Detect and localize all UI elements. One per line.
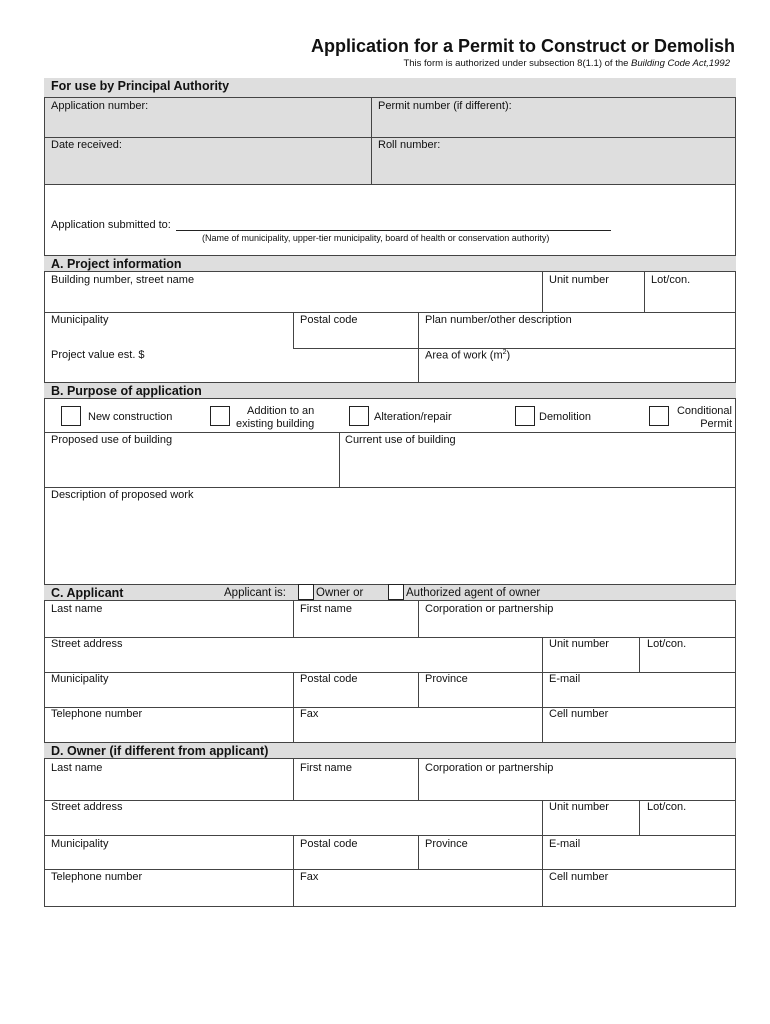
d-corporation-field[interactable]: Corporation or partnership	[425, 762, 554, 774]
d-telephone-field[interactable]: Telephone number	[51, 871, 143, 883]
c-province-field[interactable]: Province	[425, 673, 468, 685]
divider	[542, 800, 543, 907]
d-email-field[interactable]: E-mail	[549, 838, 581, 850]
c-unit-number-field[interactable]: Unit number	[549, 638, 609, 650]
d-postal-code-field[interactable]: Postal code	[300, 838, 358, 850]
agent-label: Authorized agent of owner	[406, 587, 541, 599]
new-construction-checkbox[interactable]	[61, 406, 81, 426]
building-number-field[interactable]: Building number, street name	[51, 274, 195, 286]
divider	[44, 487, 736, 488]
proposed-use-field[interactable]: Proposed use of building	[51, 434, 173, 446]
submitted-to-field[interactable]	[176, 230, 611, 231]
area-label: Area of work (m	[425, 349, 503, 362]
owner-checkbox[interactable]	[298, 584, 314, 600]
d-last-name-field[interactable]: Last name	[51, 762, 103, 774]
c-email-field[interactable]: E-mail	[549, 673, 581, 685]
divider	[418, 759, 419, 800]
conditional-label-1: Conditional	[676, 405, 732, 417]
submitted-to-label: Application submitted to:	[51, 219, 171, 231]
c-first-name-field[interactable]: First name	[300, 603, 352, 615]
roll-number-field[interactable]: Roll number:	[378, 139, 441, 151]
divider	[418, 601, 419, 637]
owner-label: Owner or	[316, 587, 364, 599]
d-province-field[interactable]: Province	[425, 838, 468, 850]
conditional-permit-checkbox[interactable]	[649, 406, 669, 426]
description-field[interactable]: Description of proposed work	[51, 489, 194, 501]
new-construction-label: New construction	[88, 411, 173, 423]
agent-checkbox[interactable]	[388, 584, 404, 600]
plan-number-field[interactable]: Plan number/other description	[425, 314, 572, 326]
section-b-heading-text: B. Purpose of application	[51, 384, 202, 398]
applicant-is-label: Applicant is:	[224, 587, 287, 599]
divider	[418, 672, 419, 707]
c-lot-con-field[interactable]: Lot/con.	[647, 638, 687, 650]
divider	[44, 800, 736, 801]
d-lot-con-field[interactable]: Lot/con.	[647, 801, 687, 813]
divider	[44, 312, 736, 313]
d-fax-field[interactable]: Fax	[300, 871, 319, 883]
c-fax-field[interactable]: Fax	[300, 708, 319, 720]
permit-number-field[interactable]: Permit number (if different):	[378, 100, 512, 112]
alteration-checkbox[interactable]	[349, 406, 369, 426]
date-received-field[interactable]: Date received:	[51, 139, 122, 151]
divider	[44, 707, 736, 708]
authority-heading-text: For use by Principal Authority	[51, 79, 230, 93]
addition-label-2: existing building	[236, 418, 315, 430]
c-cell-field[interactable]: Cell number	[549, 708, 609, 720]
divider	[293, 348, 736, 349]
section-a-heading-text: A. Project information	[51, 257, 182, 271]
form-subtitle	[403, 58, 730, 69]
c-corporation-field[interactable]: Corporation or partnership	[425, 603, 554, 615]
c-postal-code-field[interactable]: Postal code	[300, 673, 358, 685]
project-value-field[interactable]: Project value est. $	[51, 349, 145, 361]
divider	[371, 98, 372, 184]
divider	[639, 800, 640, 835]
divider	[293, 835, 294, 907]
divider	[44, 637, 736, 638]
c-telephone-field[interactable]: Telephone number	[51, 708, 143, 720]
conditional-label-2: Permit	[700, 418, 732, 430]
divider	[418, 835, 419, 869]
subtitle-text: This form is authorized under subsection 8(1.1) of the	[403, 58, 632, 69]
divider	[44, 432, 736, 433]
a-municipality-field[interactable]: Municipality	[51, 314, 109, 326]
divider	[644, 272, 645, 312]
submitted-to-note: (Name of municipality, upper-tier municipality, board of health or conservation authority)	[202, 233, 550, 243]
d-first-name-field[interactable]: First name	[300, 762, 352, 774]
divider	[44, 137, 736, 138]
section-a-heading	[44, 255, 736, 272]
d-street-address-field[interactable]: Street address	[51, 801, 123, 813]
authority-heading	[44, 78, 736, 98]
section-d-heading	[44, 742, 736, 759]
divider	[542, 637, 543, 742]
c-street-address-field[interactable]: Street address	[51, 638, 123, 650]
divider	[44, 869, 736, 870]
c-municipality-field[interactable]: Municipality	[51, 673, 109, 685]
section-d-heading-text: D. Owner (if different from applicant)	[51, 744, 269, 758]
divider	[293, 312, 294, 348]
divider	[293, 601, 294, 637]
d-unit-number-field[interactable]: Unit number	[549, 801, 609, 813]
d-cell-field[interactable]: Cell number	[549, 871, 609, 883]
a-unit-number-field[interactable]: Unit number	[549, 274, 609, 286]
divider	[44, 835, 736, 836]
form-title: Application for a Permit to Construct or Demolish	[310, 36, 735, 56]
divider	[44, 672, 736, 673]
divider	[293, 759, 294, 800]
area-of-work-field[interactable]	[425, 349, 510, 362]
divider	[639, 637, 640, 672]
divider	[339, 432, 340, 487]
addition-checkbox[interactable]	[210, 406, 230, 426]
current-use-field[interactable]: Current use of building	[345, 434, 456, 446]
divider	[542, 272, 543, 312]
section-c-heading-text: C. Applicant	[51, 586, 124, 600]
a-lot-con-field[interactable]: Lot/con.	[651, 274, 691, 286]
area-close: )	[506, 349, 511, 362]
area-sup: 2	[502, 349, 507, 356]
demolition-checkbox[interactable]	[515, 406, 535, 426]
addition-label-1: Addition to an	[247, 405, 315, 417]
demolition-label: Demolition	[539, 411, 591, 423]
c-last-name-field[interactable]: Last name	[51, 603, 103, 615]
application-number-field[interactable]: Application number:	[51, 100, 149, 112]
alteration-label: Alteration/repair	[374, 411, 452, 423]
d-municipality-field[interactable]: Municipality	[51, 838, 109, 850]
a-postal-code-field[interactable]: Postal code	[300, 314, 358, 326]
section-b-heading	[44, 382, 736, 399]
subtitle-act: Building Code Act,1992	[631, 58, 730, 69]
divider	[44, 184, 736, 185]
